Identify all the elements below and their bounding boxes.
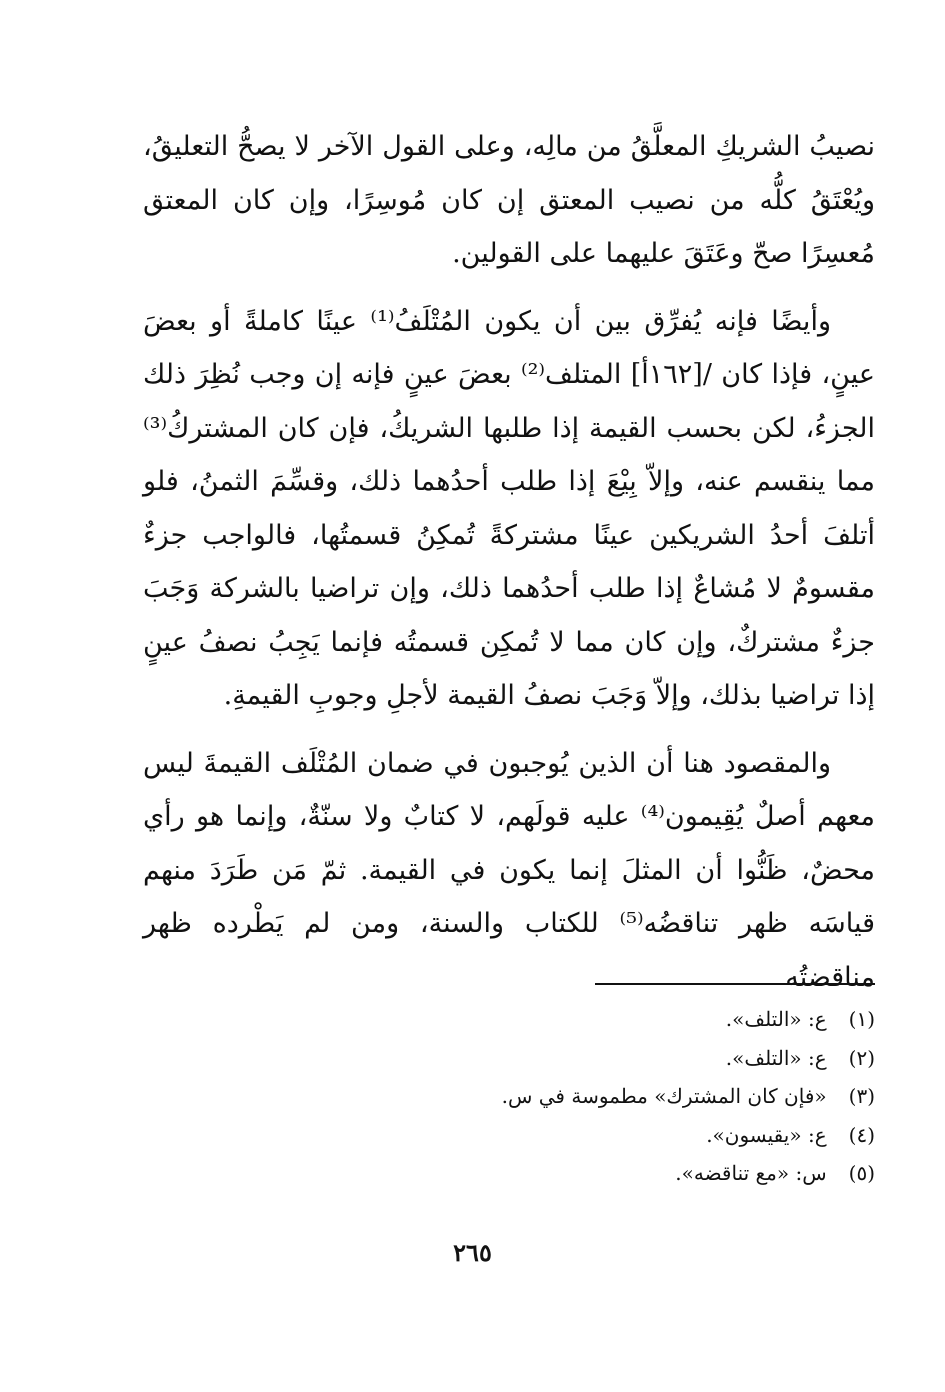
footnote-1 [300, 1000, 875, 1039]
footnote-text: ع: «التلف». [725, 1007, 827, 1031]
footnote-5 [300, 1154, 875, 1193]
footnotes [300, 1000, 875, 1193]
footnote-3 [300, 1077, 875, 1116]
paragraph-2: وأيضًا فإنه يُفرِّق بين أن يكون المُتْلَفُ⁽¹⁾ عينًا كاملةً أو بعضَ عينٍ، فإذا كان /[١٦٢أ] المتلف⁽²⁾ بعضَ عينٍ فإنه إن وجب نُظِرَ ذلك الجزءُ، لكن بحسب القيمة إذا طلبها الشريكُ، فإن كان المشتركُ⁽³⁾ مما ينقسم عنه، وإلاّ بِيْعَ إذا طلب أحدُهما ذلك، وقسِّمَ الثمنُ، فلو أتلفَ أحدُ الشريكين عينًا مشتركةً تُمكِنُ قسمتُها، فالواجب جزءٌ مقسومٌ لا مُشاعٌ إذا طلب أحدُهما ذلك، وإن تراضيا بالشركة وَجَبَ جزءٌ مشتركٌ، وإن كان مما لا تُمكِن قسمتُه فإنما يَجِبُ نصفُ عينٍ إذا تراضيا بذلك، وإلاّ وَجَبَ نصفُ القيمة لأجلِ وجوبِ القيمةِ. [143, 305, 875, 711]
footnote-number: (٣) [848, 1084, 875, 1108]
footnote-text: «فإن كان المشترك» مطموسة في س. [501, 1084, 827, 1108]
paragraph-3: والمقصود هنا أن الذين يُوجبون في ضمان المُتْلَف القيمةَ ليس معهم أصلٌ يُقِيمون⁽⁴⁾ عليه قولَهم، لا كتابٌ ولا سنّةٌ، وإنما هو رأي محضٌ، ظَنُّوا أن المثلَ إنما يكون في القيمة. ثمّ مَن طَرَدَ منهم قياسَه ظهر تناقضُه⁽⁵⁾ للكتاب والسنة، ومن لم يَطْرده ظهر مناقضتُه [143, 747, 876, 993]
footnote-number: (١) [848, 1007, 875, 1031]
main-text [143, 120, 875, 1004]
footnote-divider [595, 983, 875, 985]
footnote-text: س: «مع تناقضه». [675, 1161, 827, 1185]
page-number: ٢٦٥ [453, 1238, 492, 1267]
paragraph-1: نصيبُ الشريكِ المعلَّقُ من مالِه، وعلى القول الآخر لا يصحُّ التعليقُ، ويُعْتَقُ كلُّه من نصيب المعتق إن كان مُوسِرًا، وإن كان المعتق مُعسِرًا صحّ وعَتَقَ عليهما على القولين. [143, 131, 875, 269]
footnote-text: ع: «التلف». [725, 1045, 827, 1070]
footnote-text: ع: «يقيسون». [706, 1122, 827, 1147]
footnote-2 [300, 1039, 875, 1078]
footnote-4 [300, 1116, 875, 1155]
footnote-number: (٥) [848, 1161, 875, 1185]
footnote-number: (٤) [848, 1122, 875, 1147]
footnote-number: (٢) [848, 1045, 875, 1070]
